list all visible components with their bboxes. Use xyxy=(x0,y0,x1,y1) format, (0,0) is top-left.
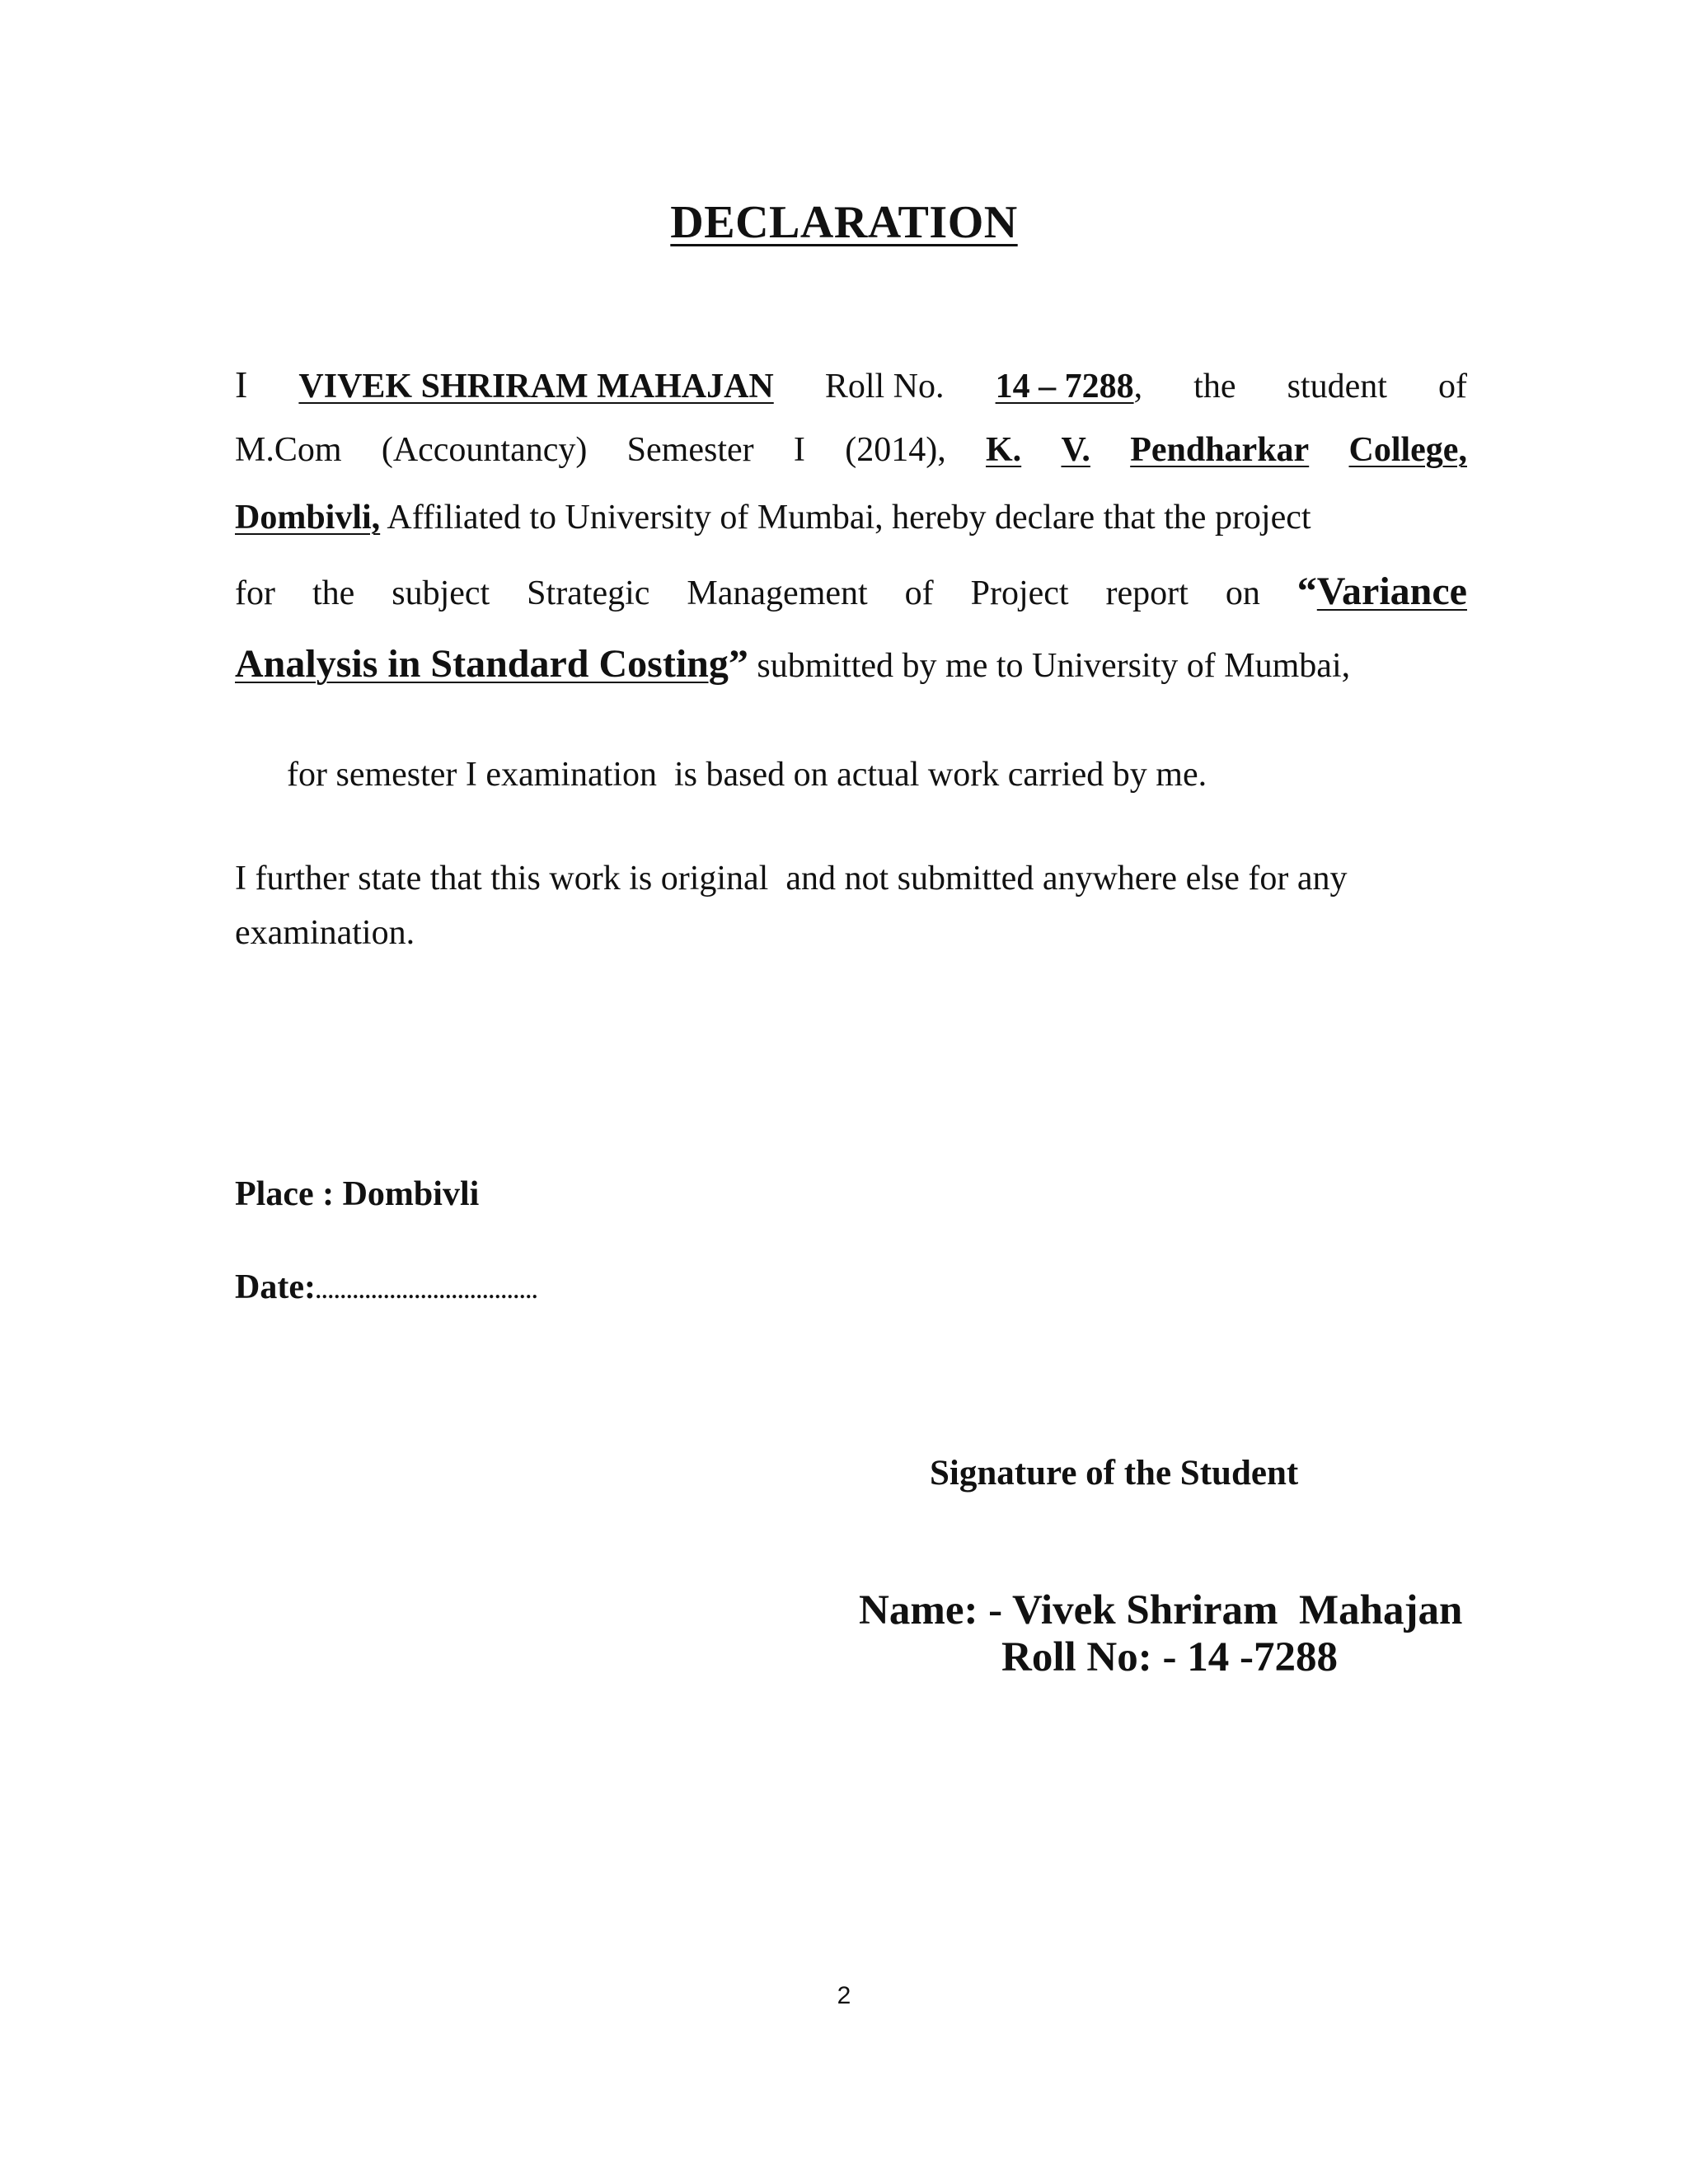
line4-word: the xyxy=(312,574,355,612)
project-title-start xyxy=(1297,569,1467,614)
close-quote: ” xyxy=(728,642,748,686)
course-mcom: M.Com xyxy=(235,431,342,469)
declaration-line-4 xyxy=(235,569,1467,614)
college-v: V. xyxy=(1061,431,1090,469)
line4-word: Strategic xyxy=(527,574,650,612)
line4-word: Project xyxy=(970,574,1069,612)
date-line xyxy=(235,1268,538,1307)
open-quote: “ xyxy=(1296,569,1317,613)
line4-word: Management xyxy=(687,574,868,612)
signature-roll: Roll No: - 14 -7288 xyxy=(1001,1634,1338,1680)
declaration-paragraph xyxy=(235,363,1467,794)
semester-number: I xyxy=(793,431,805,469)
word-the: the xyxy=(1193,368,1236,405)
further-line-2: examination. xyxy=(235,914,415,952)
project-title-part1: Variance xyxy=(1316,569,1467,613)
student-name: VIVEK SHRIRAM MAHAJAN xyxy=(298,368,774,405)
college-location: Dombivli, xyxy=(235,499,381,537)
signature-label: Signature of the Student xyxy=(930,1454,1299,1493)
declaration-line-2 xyxy=(235,430,1467,470)
year: (2014), xyxy=(845,431,946,469)
affiliation-text: Affiliated to University of Mumbai, hereby declare that the project xyxy=(387,499,1311,537)
date-blank: .................................... xyxy=(315,1279,538,1303)
declaration-line-5 xyxy=(235,641,1467,687)
roll-number: 14 – 7288 xyxy=(995,368,1134,405)
line4-word: report xyxy=(1105,574,1189,612)
roll-suffix: , xyxy=(1133,368,1143,405)
declaration-line-1 xyxy=(235,363,1467,406)
roll-number-group xyxy=(996,367,1143,406)
college-word: College, xyxy=(1348,431,1467,469)
further-line-1: I further state that this work is original and not submitted anywhere else for any xyxy=(235,860,1348,898)
further-statement xyxy=(235,859,1467,966)
examination-text: for semester I examination is based on actual work carried by me. xyxy=(287,756,1207,794)
declaration-line-3 xyxy=(235,498,1467,537)
word-student: student xyxy=(1287,368,1387,405)
college-pendharkar: Pendharkar xyxy=(1130,431,1310,469)
line4-word: of xyxy=(904,574,934,612)
line4-word: on xyxy=(1225,574,1260,612)
page-number: 2 xyxy=(837,1982,851,2009)
place-line: Place : Dombivli xyxy=(235,1175,480,1213)
word-semester: Semester xyxy=(626,431,754,469)
date-label: Date: xyxy=(235,1268,316,1306)
intro-pronoun: I xyxy=(235,363,248,405)
line4-word: for xyxy=(235,574,275,612)
roll-label: Roll No. xyxy=(824,368,945,405)
project-title-part2: Analysis in Standard Costing xyxy=(235,642,729,686)
college-k: K. xyxy=(986,431,1022,469)
word-of: of xyxy=(1437,368,1467,405)
line4-word: subject xyxy=(392,574,490,612)
declaration-line-6 xyxy=(235,715,1467,834)
course-accountancy: (Accountancy) xyxy=(381,431,588,469)
page-title: DECLARATION xyxy=(670,197,1018,248)
signature-name: Name: - Vivek Shriram Mahajan xyxy=(859,1587,1463,1633)
submission-text: submitted by me to University of Mumbai, xyxy=(757,647,1351,685)
